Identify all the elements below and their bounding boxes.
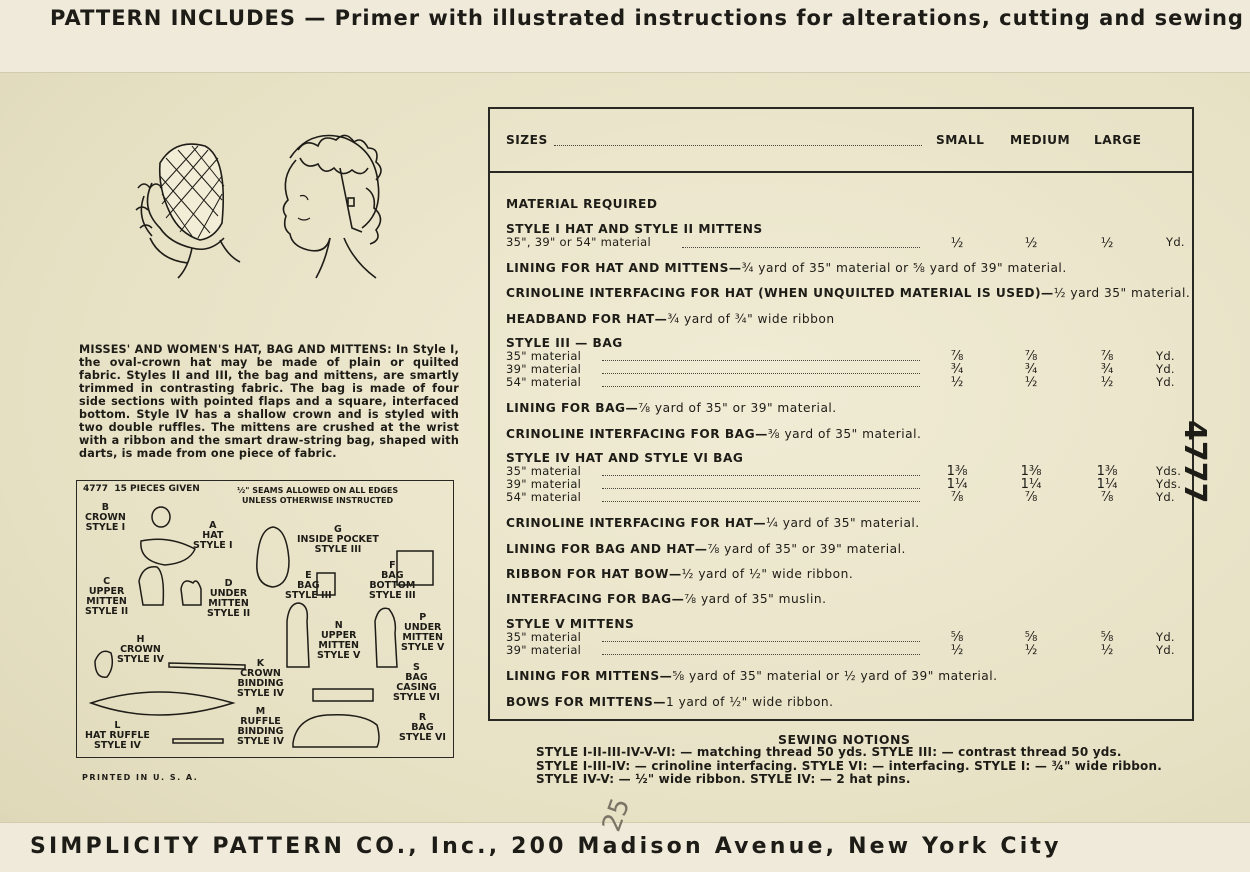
style3-unit: Yd. — [1156, 349, 1175, 363]
crinoline-hat-detail: ½ yard 35" material. — [1053, 286, 1191, 300]
style3-row-label: 54" material — [506, 375, 582, 389]
layout-pieces-given: 15 PIECES GIVEN — [114, 484, 200, 494]
bows-mittens — [506, 695, 834, 709]
style5-unit: Yd. — [1156, 643, 1175, 657]
style1-row-label: 35", 39" or 54" material — [506, 235, 652, 249]
piece-label-r: R BAG STYLE VI — [399, 712, 446, 743]
piece-label-l: L HAT RUFFLE STYLE IV — [85, 720, 150, 751]
style4-unit: Yds. — [1156, 464, 1182, 478]
size-medium-header: MEDIUM — [1010, 133, 1071, 147]
style1-large: ½ — [1100, 236, 1114, 251]
style3-value: ¾ — [1024, 362, 1038, 377]
headband-detail: ¾ yard of ¾" wide ribbon — [667, 312, 835, 326]
piece-label-k: K CROWN BINDING STYLE IV — [237, 658, 284, 699]
style3-leader — [602, 373, 920, 374]
crinoline-bag — [506, 427, 921, 441]
style4-value: 1⅜ — [1096, 464, 1118, 479]
bows-mittens-label: BOWS FOR MITTENS— — [506, 695, 666, 709]
bows-mittens-detail: 1 yard of ½" wide ribbon. — [666, 695, 834, 709]
piece-label-f: F BAG BOTTOM STYLE III — [369, 560, 416, 601]
style5-value: ⅝ — [1100, 630, 1114, 645]
layout-number: 4777 — [83, 484, 109, 494]
crinoline-hat — [506, 286, 1190, 300]
style1-unit: Yd. — [1166, 235, 1185, 249]
lining-mittens — [506, 669, 997, 683]
crinoline-hat2-label: CRINOLINE INTERFACING FOR HAT— — [506, 516, 767, 530]
style3-row-label: 35" material — [506, 349, 582, 363]
lining-hat-mittens-label: LINING FOR HAT AND MITTENS— — [506, 261, 742, 275]
style3-value: ⅞ — [950, 349, 964, 364]
style3-leader — [602, 360, 920, 361]
style3-value: ¾ — [950, 362, 964, 377]
sizes-header-row — [490, 109, 1192, 173]
style1-leader — [682, 247, 920, 248]
pattern-pieces-diagram — [76, 480, 454, 758]
lining-bag — [506, 401, 837, 415]
pattern-description: MISSES' AND WOMEN'S HAT, BAG AND MITTENS: In Style I, the oval-crown hat may be made of plain or quilted fabric. Styles II and III, the bag and mittens, are smartly trimmed in contrasting fabric. The bag is made of four side sections with pointed flaps and a square, interfaced bottom. Style IV has a shallow crown and is styled with two double ruffles. The mittens are crushed at the wrist with a ribbon and the smart draw-string bag, shaped with darts, is made from one piece of fabric. — [79, 343, 459, 460]
piece-label-b: B CROWN STYLE I — [85, 502, 126, 533]
style3-unit: Yd. — [1156, 375, 1175, 389]
lining-bag-detail: ⅞ yard of 35" or 39" material. — [638, 401, 837, 415]
style4-value: 1¼ — [1020, 477, 1042, 492]
material-requirements-chart — [488, 107, 1194, 721]
sewing-notions-lines — [536, 746, 1162, 787]
piece-label-a: A HAT STYLE I — [193, 520, 233, 551]
style5-value: ⅝ — [1024, 630, 1038, 645]
style4-leader — [602, 475, 920, 476]
piece-label-h: H CROWN STYLE IV — [117, 634, 164, 665]
style5-leader — [602, 654, 920, 655]
style4-title: STYLE IV HAT AND STYLE VI BAG — [506, 451, 744, 465]
interfacing-bag-detail: ⅞ yard of 35" muslin. — [684, 592, 827, 606]
style3-value: ½ — [1024, 375, 1038, 390]
style3-value: ½ — [1100, 375, 1114, 390]
side-pattern-number: 4777 — [1177, 420, 1212, 504]
style4-value: ⅞ — [1024, 490, 1038, 505]
lining-bag-label: LINING FOR BAG— — [506, 401, 639, 415]
style3-value: ½ — [950, 375, 964, 390]
style3-unit: Yd. — [1156, 362, 1175, 376]
size-small-header: SMALL — [936, 133, 985, 147]
style4-leader — [602, 488, 920, 489]
interfacing-bag — [506, 592, 826, 606]
piece-label-e: E BAG STYLE III — [285, 570, 332, 601]
crinoline-bag-detail: ⅜ yard of 35" material. — [767, 427, 922, 441]
ribbon-hat-bow — [506, 567, 853, 581]
lining-bag-hat-label: LINING FOR BAG AND HAT— — [506, 542, 708, 556]
ribbon-bow-detail: ½ yard of ½" wide ribbon. — [681, 567, 854, 581]
style3-title: STYLE III — BAG — [506, 336, 623, 350]
style4-row-label: 54" material — [506, 490, 582, 504]
style3-value: ⅞ — [1024, 349, 1038, 364]
style4-unit: Yd. — [1156, 490, 1175, 504]
style1-small: ½ — [950, 236, 964, 251]
printed-in-usa: PRINTED IN U. S. A. — [82, 773, 199, 782]
style4-value: 1⅜ — [946, 464, 968, 479]
headband — [506, 312, 835, 326]
lining-hat-mittens — [506, 261, 1067, 275]
seams-note-line-1: ½" SEAMS ALLOWED ON ALL EDGES — [237, 486, 399, 495]
interfacing-bag-label: INTERFACING FOR BAG— — [506, 592, 685, 606]
crinoline-hat2-detail: ¼ yard of 35" material. — [766, 516, 920, 530]
footer-company-address: SIMPLICITY PATTERN CO., Inc., 200 Madison Avenue, New York City — [30, 834, 1062, 859]
style4-unit: Yds. — [1156, 477, 1182, 491]
sewing-notions-title: SEWING NOTIONS — [778, 732, 911, 747]
style4-value: ⅞ — [950, 490, 964, 505]
material-required-heading: MATERIAL REQUIRED — [506, 197, 658, 211]
price-stamp: 25 — [596, 794, 637, 836]
sizes-label: SIZES — [506, 133, 548, 147]
notions-line-2: STYLE I-III-IV: — crinoline interfacing. STYLE VI: — interfacing. STYLE I: — ¾" wide ribbon. — [536, 758, 1162, 773]
style3-leader — [602, 386, 920, 387]
crinoline-bag-label: CRINOLINE INTERFACING FOR BAG— — [506, 427, 768, 441]
style3-value: ⅞ — [1100, 349, 1114, 364]
crinoline-hat-2 — [506, 516, 920, 530]
style3-row-label: 39" material — [506, 362, 582, 376]
header-pattern-includes: PATTERN INCLUDES — Primer with illustrated instructions for alterations, cutting and sewing — [50, 6, 1244, 30]
style5-title: STYLE V MITTENS — [506, 617, 635, 631]
style4-value: 1⅜ — [1020, 464, 1042, 479]
style1-medium: ½ — [1024, 236, 1038, 251]
sizes-leader-dots — [554, 145, 922, 146]
seams-note-line-2: UNLESS OTHERWISE INSTRUCTED — [242, 496, 394, 505]
size-large-header: LARGE — [1094, 133, 1142, 147]
lining-bag-hat — [506, 542, 906, 556]
style3-value: ¾ — [1100, 362, 1114, 377]
style5-unit: Yd. — [1156, 630, 1175, 644]
style5-row-label: 39" material — [506, 643, 582, 657]
lining-mittens-detail: ⅝ yard of 35" material or ½ yard of 39" material. — [672, 669, 998, 683]
piece-label-m: M RUFFLE BINDING STYLE IV — [237, 706, 284, 747]
style5-value: ½ — [1024, 643, 1038, 658]
crinoline-hat-label: CRINOLINE INTERFACING FOR HAT (WHEN UNQUILTED MATERIAL IS USED)— — [506, 286, 1054, 300]
style5-value: ⅝ — [950, 630, 964, 645]
ribbon-bow-label: RIBBON FOR HAT BOW— — [506, 567, 682, 581]
piece-label-p: P UNDER MITTEN STYLE V — [401, 612, 445, 653]
lining-mittens-label: LINING FOR MITTENS— — [506, 669, 673, 683]
notions-line-3: STYLE IV-V: — ½" wide ribbon. STYLE IV: — 2 hat pins. — [536, 772, 911, 786]
style5-value: ½ — [950, 643, 964, 658]
style4-row-label: 35" material — [506, 464, 582, 478]
lining-hat-mittens-detail: ¾ yard of 35" material or ⅝ yard of 39" material. — [741, 261, 1067, 275]
style5-leader — [602, 641, 920, 642]
style4-row-label: 39" material — [506, 477, 582, 491]
hat-illustrations — [130, 128, 400, 308]
style5-value: ½ — [1100, 643, 1114, 658]
style4-value: 1¼ — [1096, 477, 1118, 492]
style4-value: ⅞ — [1100, 490, 1114, 505]
style5-row-label: 35" material — [506, 630, 582, 644]
piece-label-n: N UPPER MITTEN STYLE V — [317, 620, 361, 661]
style4-value: 1¼ — [946, 477, 968, 492]
piece-label-g: G INSIDE POCKET STYLE III — [297, 524, 379, 555]
notions-line-1: STYLE I-II-III-IV-V-VI: — matching thread 50 yds. STYLE III: — contrast thread 50 yds. — [536, 745, 1122, 759]
piece-label-s: S BAG CASING STYLE VI — [393, 662, 440, 703]
style4-leader — [602, 501, 920, 502]
piece-label-d: D UNDER MITTEN STYLE II — [207, 578, 251, 619]
piece-label-c: C UPPER MITTEN STYLE II — [85, 576, 129, 617]
style1-title: STYLE I HAT AND STYLE II MITTENS — [506, 222, 763, 236]
lining-bag-hat-detail: ⅞ yard of 35" or 39" material. — [707, 542, 906, 556]
headband-label: HEADBAND FOR HAT— — [506, 312, 668, 326]
